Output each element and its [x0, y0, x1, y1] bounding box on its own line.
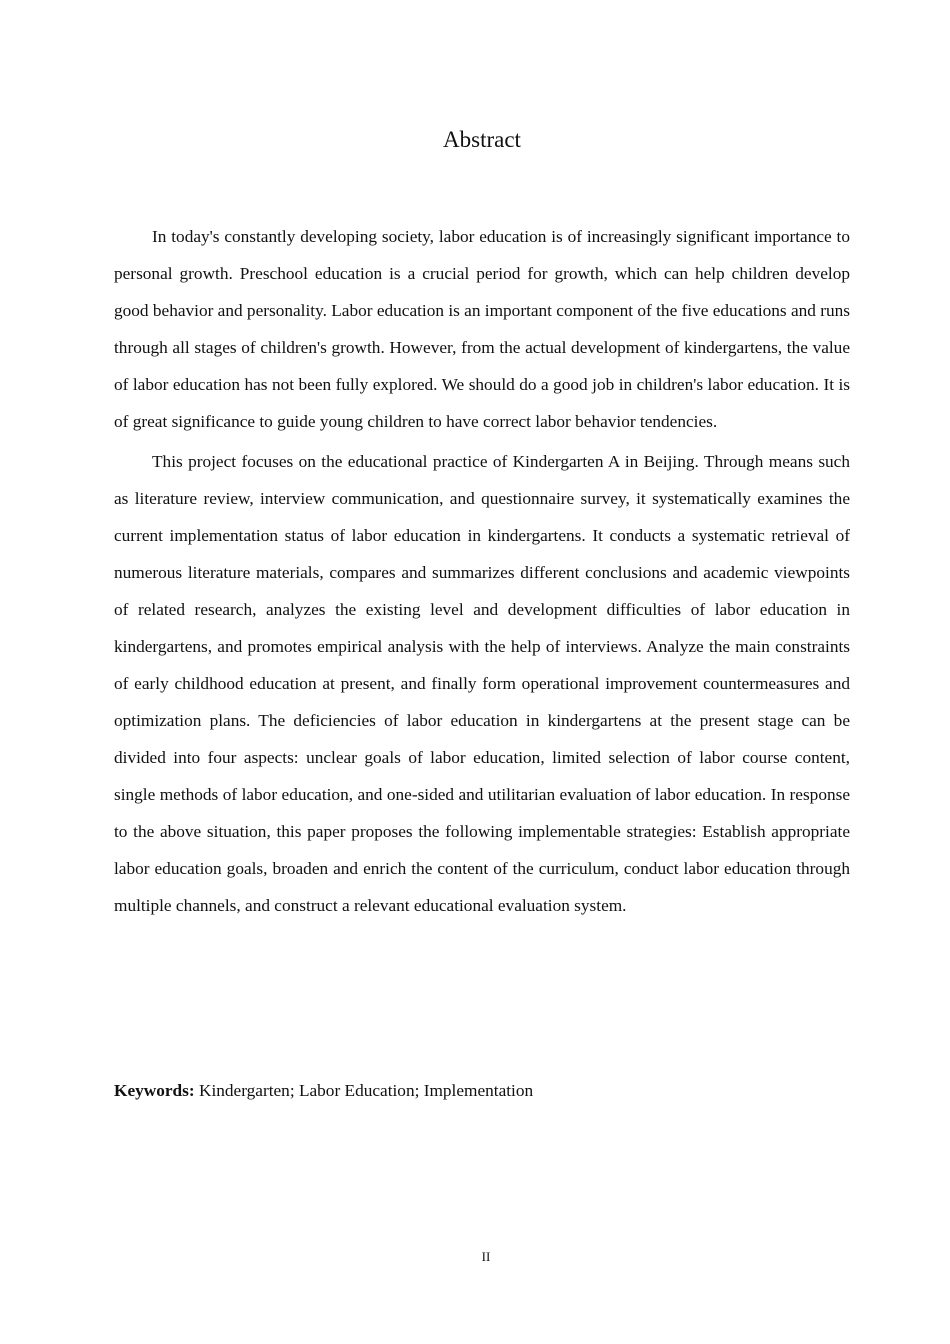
abstract-paragraph-2: This project focuses on the educational practice of Kindergarten A in Beijing. Through means such as literature review, interview communication, and questionnaire survey, it systematically examines the current implementation status of labor education in kindergartens. It conducts a systematic retrieval of numerous literature materials, compares and summarizes different conclusions and academic viewpoints of related research, analyzes the existing level and development difficulties of labor education in kindergartens, and promotes empirical analysis with the help of interviews. Analyze the main constraints of early childhood education at present, and finally form operational improvement countermeasures and optimization plans. The deficiencies of labor education in kindergartens at the present stage can be divided into four aspects: unclear goals of labor education, limited selection of labor course content, single methods of labor education, and one-sided and utilitarian evaluation of labor education. In response to the above situation, this paper proposes the following implementable strategies: Establish appropriate labor education goals, broaden and enrich the content of the curriculum, conduct labor education through multiple channels, and construct a relevant educational evaluation system.	[114, 452, 850, 915]
keywords-label: Keywords:	[114, 1081, 195, 1100]
abstract-title: Abstract	[443, 127, 521, 152]
abstract-paragraph-1: In today's constantly developing society, labor education is of increasingly significant importance to personal growth. Preschool education is a crucial period for growth, which can help children develop good behavior and personality. Labor education is an important component of the five educations and runs through all stages of children's growth. However, from the actual development of kindergartens, the value of labor education has not been fully explored. We should do a good job in children's labor education. It is of great significance to guide young children to have correct labor behavior tendencies.	[114, 227, 851, 431]
keywords-line	[114, 1076, 850, 1106]
keywords-value: Kindergarten; Labor Education; Implementation	[198, 1081, 534, 1100]
abstract-body	[114, 218, 850, 927]
page-number: II	[481, 1249, 491, 1264]
